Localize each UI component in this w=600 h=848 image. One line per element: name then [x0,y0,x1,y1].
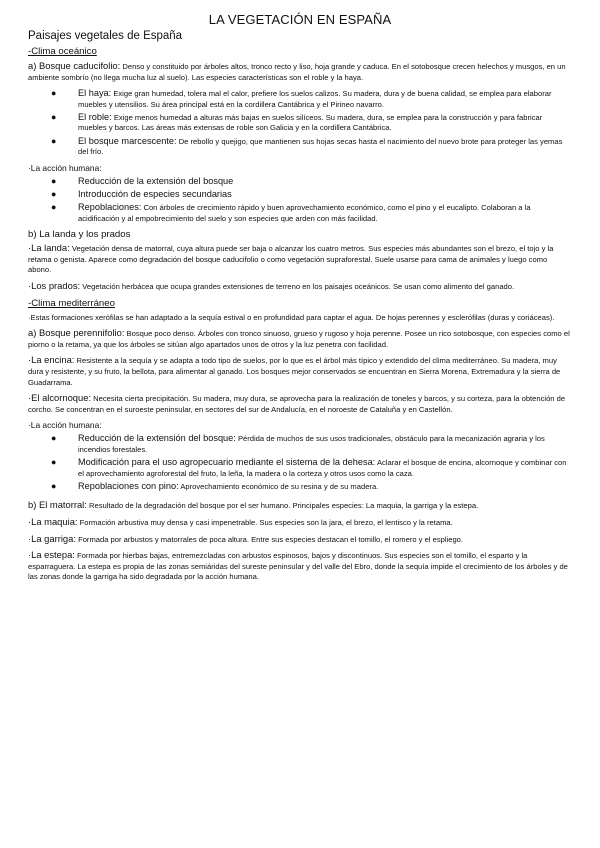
term-text: Aclarar el bosque de encina, alcornoque y combinar con el aprovechamiento agroforestal del fruto, la leña, la madera o la corteza y otros usos como la caza. [78,458,567,478]
term-text: Con árboles de crecimiento rápido y buen aprovechamiento económico, como el pino y el eucalipto. Colaboran a la acidificación y al empobrecimiento del suelo y son especies que arden con más facilidad. [78,203,531,223]
paragraph-bosque-perennifolio [28,328,572,350]
term-text: Resistente a la sequía y se adapta a todo tipo de suelos, por lo que es el árbol más típico y extendido del clima mediterráneo. Su madera, muy dura y resistente, y su fruto, la bellota, para alimentar al ganado. Los bosques mejor conservados se encuentran en Sierra Morena, Extremadura y la sierra de Guadarrama. [28,356,561,387]
paragraph-estepa [28,550,572,583]
term-label: Modificación para el uso agropecuario mediante el sistema de la dehesa: [78,457,376,468]
term-label: Introducción de especies secundarias [78,189,232,200]
term-label: ·Los prados: [28,280,81,292]
bullet-icon: ● [51,433,57,444]
term-text: Vegetación densa de matorral, cuya altura puede ser baja o alcanzar los cuatro metros. Sus especies más abundantes son el brezo, el tojo y la retama o genista. Aparece como degradación del bosque caducifolio o como vegetación supraforestal. Suele usarse para cama de animales y luego como abono. [28,244,554,275]
paragraph-landa [28,243,572,276]
term-label: ·La garriga: [28,532,76,544]
term-label: ·El alcornoque: [28,392,92,404]
list-item [28,481,572,492]
paragraph-prados [28,281,572,293]
term-text: Formada por arbustos y matorrales de poca altura. Entre sus especies destacan el tomillo, el romero y el espliego. [75,534,464,544]
term-text: Resultado de la degradación del bosque por el ser humano. Principales especies: La maquia, la garriga y la estepa. [86,501,479,511]
paragraph-garriga [28,534,572,546]
term-text: Denso y constituido por árboles altos, tronco recto y liso, hoja grande y caduca. En el sotobosque crecen helechos y musgos, en un ambiente sombrío (no llega mucha luz al suelo). Las especies características son el roble y la haya. [28,62,566,82]
term-label: ·La maquia: [28,516,78,527]
bullet-icon: ● [51,457,57,468]
paragraph-matorral [28,500,572,512]
human-action-list-oceanic [28,176,572,225]
term-label: ·La estepa: [28,549,75,561]
list-item [28,433,572,455]
term-label: a) Bosque caducifolio: [28,60,121,71]
bullet-icon: ● [51,189,57,200]
term-label: ·La encina: [28,354,75,366]
paragraph-intro-mediterranean: ·Estas formaciones xerófilas se han adaptado a la sequía estival o en profundidad para captar el agua. De hojas perennes y esclerófilas (duras y coriáceas). [28,312,555,322]
term-text: Bosque poco denso. Árboles con tronco sinuoso, grueso y rugoso y hoja perenne. Posee un rico sotobosque, con especies como el piorno o la retama, ya que los árboles se sitúan algo apartados unos de otros y la luz penetra con facilidad. [28,329,570,349]
term-label: El bosque marcescente: [78,135,177,146]
list-item [28,202,572,224]
list-item [28,136,572,158]
paragraph-alcornoque [28,393,572,415]
bullet-icon: ● [51,135,57,146]
list-item [28,112,572,134]
bullet-icon: ● [51,112,57,122]
term-text: Exige menos humedad a alturas más bajas en suelos silíceos. Su madera, dura, se emplea para la construcción y para fabricar muebles y barcos. Las áreas más extensas de roble son Galicia y en la cordillera Cantábrica. [78,113,543,133]
term-label: El haya: [78,88,112,99]
term-text: Aprovechamiento económico de su resina y de su madera. [178,482,379,491]
list-item [28,189,572,200]
term-label: Reducción de la extensión del bosque [78,175,234,186]
bullet-icon: ● [51,481,57,491]
term-label: Reducción de la extensión del bosque: [78,433,236,444]
bullet-icon: ● [51,202,57,213]
section-heading-oceanic: -Clima oceánico [28,46,97,57]
paragraph-bosque-caducifolio [28,61,572,83]
term-label: a) Bosque perennifolio: [28,327,125,339]
page-title: LA VEGETACIÓN EN ESPAÑA [208,12,392,27]
term-label: Repoblaciones con pino: [78,481,179,491]
term-label: El roble: [78,112,112,122]
subheading-human-action-mediterranean: ·La acción humana: [28,420,102,431]
term-text: Formación arbustiva muy densa y casi impenetrable. Sus especies son la jara, el brezo, el lentisco y la retama. [77,518,453,527]
bullet-icon: ● [51,88,57,99]
term-label: b) El matorral: [28,499,87,511]
bullet-icon: ● [51,175,57,186]
paragraph-maquia [28,517,572,529]
list-item [28,176,572,187]
term-text: Necesita cierta precipitación. Su madera, muy dura, se aprovecha para la realización de toneles y barcos, y su corteza, para la obtención de corcho. Se concentran en el suroeste peninsular, en sectores del sur de Andalucía, en el noroeste de Cataluña y en Castellón. [28,394,566,414]
term-text: Formada por hierbas bajas, entremezcladas con arbustos espinosos, bajos y discontinuos. Sus especies son el tomillo, el esparto y la esparraguera. La estepa es propia de las zonas semiáridas del sureste peninsular y del valle del Ebro, donde la sequía impide el crecimiento de los árboles y de las zonas donde la garriga ha sido degradada por la acción humana. [28,551,568,582]
term-text: Pérdida de muchos de sus usos tradicionales, obstáculo para la mecanización agraria y los incendios forestales. [78,434,545,454]
term-text: Exige gran humedad, tolera mal el calor, prefiere los suelos calizos. Su madera, dura y de buena calidad, se emplea para elaborar muebles y utensilios. Su área principal está en la cordillera Cantábrica y el Pirineo navarro. [78,89,552,109]
species-list-oceanic [28,88,572,157]
term-label: Repoblaciones: [78,202,142,213]
term-text: De rebollo y quejigo, que mantienen sus hojas secas hasta el nacimiento del nuevo brote para proteger las yemas del frío. [78,136,563,157]
list-item [28,88,572,110]
subheading-landa-prados: b) La landa y los prados [28,229,131,241]
paragraph-encina [28,355,572,388]
term-text: Vegetación herbácea que ocupa grandes extensiones de terreno en los paisajes oceánicos. Se usan como alimento del ganado. [80,282,515,292]
human-action-list-mediterranean [28,433,572,492]
page-subtitle: Paisajes vegetales de España [28,30,183,42]
list-item [28,457,572,479]
section-heading-mediterranean: -Clima mediterráneo [28,297,115,309]
subheading-human-action-oceanic: ·La acción humana: [28,162,102,173]
term-label: ·La landa: [28,242,70,254]
